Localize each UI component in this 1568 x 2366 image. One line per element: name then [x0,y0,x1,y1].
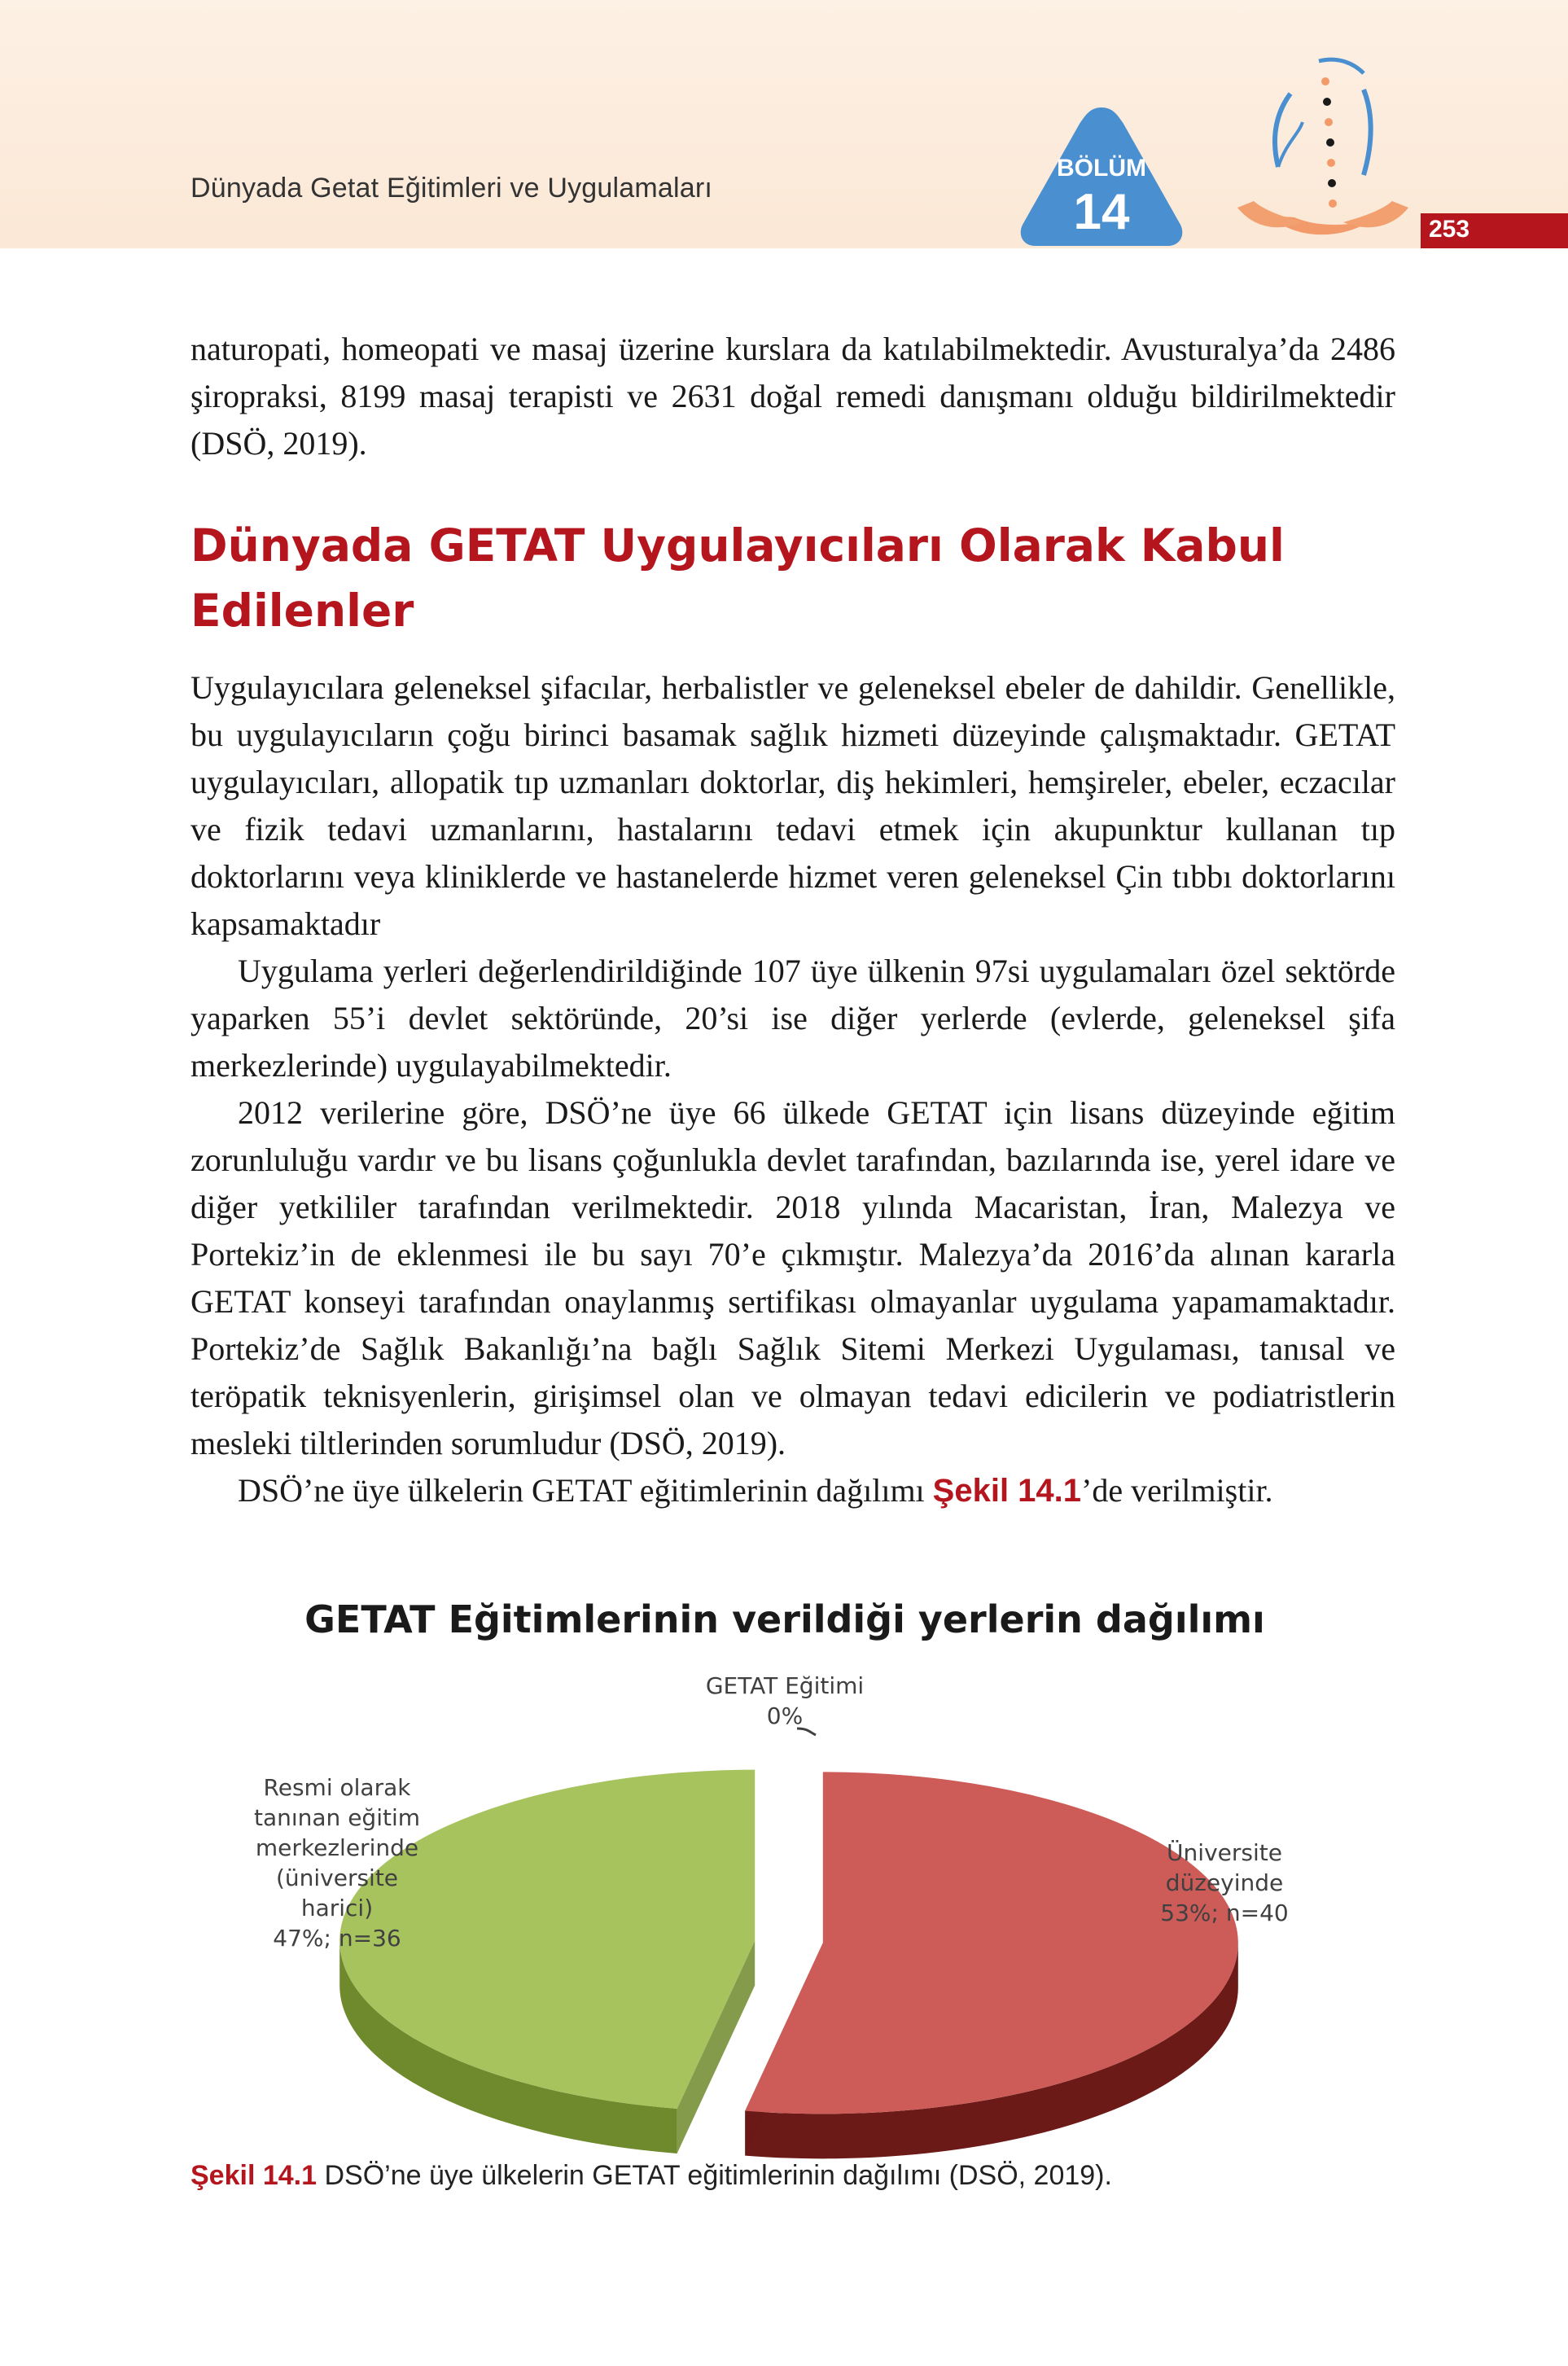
paragraph-1: Uygulayıcılara geleneksel şifacılar, herbalistler ve geleneksel ebeler de dahildir. Genellikle, bu uygulayıcıların çoğu birinci basamak sağlık hizmeti düzeyinde çalışmaktadır. GETAT uygulayıcıları, allopatik tıp uzmanları doktorlar, diş hekimleri, hemşireler, ebeler, eczacılar ve fizik tedavi uzmanlarını, hastalarını tedavi etmek için akupunktur kullanan tıp doktorlarını veya kliniklerde ve hastanelerde hizmet veren geleneksel Çin tıbbı doktorlarını kapsamaktadır [191,669,1395,942]
section-heading [191,513,1412,643]
paragraph-4-text: DSÖ’ne üye ülkelerin GETAT eğitimlerinin dağılımı [238,1472,933,1509]
intro-paragraph: naturopati, homeopati ve masaj üzerine kurslara da katılabilmektedir. Avusturalya’da 2486 şiropraksi, 8199 masaj terapisti ve 2631 doğal remedi danışmanı olduğu bildirilmektedir (DSÖ, 2019). [191,331,1395,462]
slice-label-2 [706,1672,864,1729]
slice-label-0 [1160,1838,1288,1926]
caption-text: DSÖ’ne üye ülkelerin GETAT eğitimlerinin dağılımı (DSÖ, 2019). [317,2160,1112,2191]
page-number: 253 [1429,216,1470,243]
main-text-block [191,664,1395,1514]
intro-paragraph-block [191,326,1395,467]
chart-title: GETAT Eğitimlerinin verildiği yerlerin dağılımı [304,1597,1265,1641]
chapter-number: 14 [1073,184,1130,240]
slice-label-line: Üniversite [1167,1839,1282,1866]
slice-label-line: GETAT Eğitimi [705,1672,865,1699]
slice-label-line: düzeyinde [1165,1869,1284,1896]
slice-label-line: 0% [766,1702,804,1729]
slice-label-line: 47%; n=36 [273,1925,401,1952]
spine-hands-logo [1221,45,1425,248]
figure-caption [191,2160,1112,2192]
zero-slice-leader-line [797,1728,816,1735]
slice-label-line: harici) [300,1895,374,1921]
slice-label-line: 53%; n=40 [1160,1899,1289,1926]
paragraph-4 [191,1467,1395,1514]
caption-label: Şekil 14.1 [191,2160,318,2191]
slice-label-line: tanınan eğitim [253,1804,421,1831]
paragraph-3: 2012 verilerine göre, DSÖ’ne üye 66 ülkede GETAT için lisans düzeyinde eğitim zorunluluğu vardır ve bu lisans çoğunlukla devlet tarafından, bazılarında ise, yerel idare ve diğer yetkililer tarafından verilmektedir. 2018 yılında Macaristan, İran, Malezya ve Portekiz’in de eklenmesi ile bu sayı 70’e çıkmıştır. Malezya’da 2016’da alınan kararla GETAT konseyi tarafından onaylanmış sertifikası olmayanlar uygulama yapamamaktadır. Portekiz’de Sağlık Bakanlığı’na bağlı Sağlık Sitemi Merkezi Uygulaması, tanısal ve teröpatik teknisyenlerin, girişimsel olan ve olmayan tedavi edicilerin ve podiatristlerin mesleki tiltlerinden sorumludur (DSÖ, 2019). [191,1094,1395,1461]
slice-label-line: merkezlerinde [255,1834,419,1861]
pie-slices [339,1770,1238,2159]
section-heading-line2: Edilenler [191,585,414,637]
chapter-label: BÖLÜM [1057,155,1146,182]
section-heading-line1: Dünyada GETAT Uygulayıcıları Olarak Kabul [191,519,1285,572]
pie-chart [191,1584,1379,2170]
slice-label-line: (üniversite [275,1864,399,1891]
slice-label-line: Resmi olarak [263,1774,411,1801]
figure-reference-link[interactable]: Şekil 14.1 [932,1473,1082,1509]
paragraph-2: Uygulama yerleri değerlendirildiğinde 107 üye ülkenin 97si uygulamaları özel sektörde yaparken 55’i devlet sektöründe, 20’si ise diğer yerlerde (evlerde, geleneksel şifa merkezlerinde) uygulayabilmektedir. [191,953,1395,1084]
paragraph-4-text-end: ’de verilmiştir. [1081,1472,1273,1509]
running-header-title: Dünyada Getat Eğitimleri ve Uygulamaları [191,173,713,204]
